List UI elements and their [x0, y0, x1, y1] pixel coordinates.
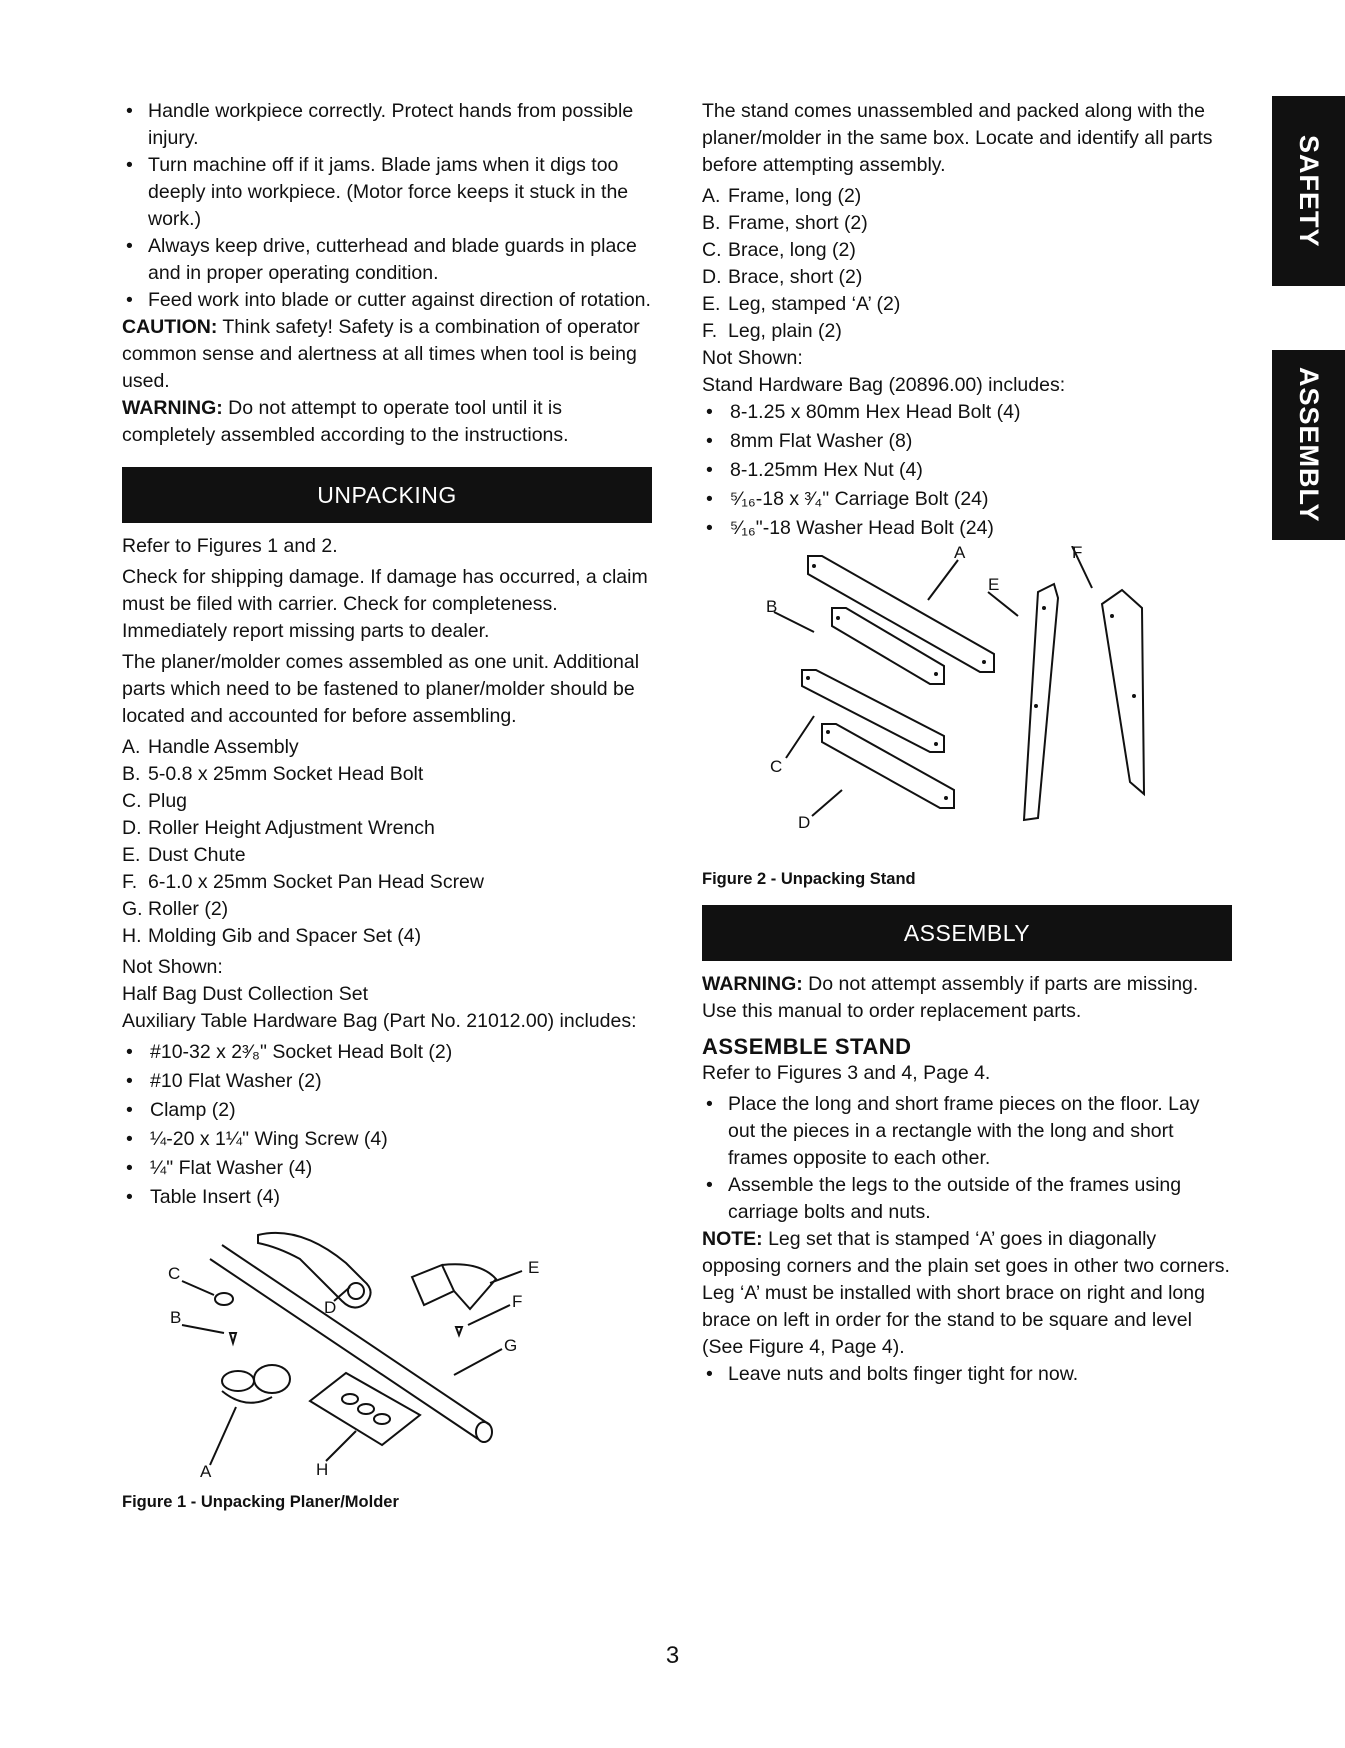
- list-item: [122, 842, 652, 869]
- fig2-label-e: E: [988, 575, 1000, 594]
- part-letter: C.: [702, 239, 722, 261]
- stand-parts-list: [702, 183, 1232, 345]
- part-letter: F.: [702, 320, 718, 342]
- fig1-label-c: C: [168, 1264, 181, 1283]
- part-text: Plug: [148, 790, 188, 812]
- page-number: 3: [665, 1642, 680, 1669]
- part-text: Roller (2): [148, 898, 229, 920]
- list-item: • Turn machine off if it jams. Blade jams when it digs too deeply into workpiece. (Motor force keeps it stuck in the work.): [122, 152, 652, 233]
- figure-2-caption: Figure 2 - Unpacking Stand: [702, 870, 916, 888]
- list-item: • Feed work into blade or cutter against direction of rotation.: [122, 287, 652, 314]
- hardware-bag-text: Stand Hardware Bag (20896.00) includes:: [702, 374, 1066, 396]
- warning-text: Do not attempt assembly if parts are missing. Use this manual to order replacement parts.: [702, 973, 1199, 1022]
- list-item: • #10 Flat Washer (2): [122, 1068, 652, 1095]
- list-item: [122, 923, 652, 950]
- tab-safety: SAFETY: [1272, 96, 1345, 286]
- part-letter: A.: [122, 736, 141, 758]
- list-item: [702, 237, 1232, 264]
- not-shown-label: Not Shown:: [122, 956, 223, 978]
- part-text: Frame, short (2): [728, 212, 868, 234]
- figure-1-caption: Figure 1 - Unpacking Planer/Molder: [122, 1493, 399, 1511]
- list-item: [122, 734, 652, 761]
- part-letter: E.: [122, 844, 141, 866]
- list-item: • Handle workpiece correctly. Protect hands from possible injury.: [122, 98, 652, 152]
- list-item: [122, 761, 652, 788]
- list-item: • 8mm Flat Washer (8): [702, 428, 1232, 455]
- fig2-label-d: D: [798, 813, 811, 832]
- list-item: • ¼" Flat Washer (4): [122, 1155, 652, 1182]
- part-text: Brace, short (2): [728, 266, 863, 288]
- list-item: [702, 210, 1232, 237]
- assembly-warning-paragraph: [702, 971, 1232, 1025]
- list-item: [122, 869, 652, 896]
- hardware-items-list: [702, 399, 1232, 542]
- part-text: 6-1.0 x 25mm Socket Pan Head Screw: [148, 871, 484, 893]
- list-item: • ⁵⁄₁₆"-18 Washer Head Bolt (24): [702, 515, 1232, 542]
- parts-list: [122, 734, 652, 950]
- warning-label: WARNING:: [122, 397, 223, 419]
- fig1-label-b: B: [170, 1308, 182, 1327]
- fig1-label-d: D: [324, 1298, 337, 1317]
- shipping-damage-text: Check for shipping damage. If damage has occurred, a claim must be filed with carrier. Check for completeness. Immediately report missing parts to dealer.: [122, 566, 648, 642]
- assembly-heading: ASSEMBLY: [702, 905, 1232, 961]
- figure-2-illustration: [732, 546, 1172, 866]
- assembly-steps-list-2: [702, 1361, 1232, 1388]
- part-text: Leg, stamped ‘A’ (2): [728, 293, 901, 315]
- list-item: • ¼-20 x 1¼" Wing Screw (4): [122, 1126, 652, 1153]
- fig1-label-a: A: [200, 1462, 212, 1481]
- part-letter: A.: [702, 185, 721, 207]
- list-item: • Leave nuts and bolts finger tight for now.: [702, 1361, 1232, 1388]
- fig1-label-h: H: [316, 1460, 329, 1479]
- part-text: Roller Height Adjustment Wrench: [148, 817, 435, 839]
- list-item: [702, 183, 1232, 210]
- aux-items-list: [122, 1039, 652, 1211]
- part-text: Molding Gib and Spacer Set (4): [148, 925, 422, 947]
- fig2-label-a: A: [954, 546, 966, 562]
- stand-intro-text: The stand comes unassembled and packed along with the planer/molder in the same box. Locate and identify all parts before attempting assembly.: [702, 100, 1213, 176]
- part-letter: D.: [702, 266, 722, 288]
- half-bag-text: Half Bag Dust Collection Set: [122, 983, 369, 1005]
- aux-bag-text: Auxiliary Table Hardware Bag (Part No. 21012.00) includes:: [122, 1010, 637, 1032]
- list-item: • Assemble the legs to the outside of the frames using carriage bolts and nuts.: [702, 1172, 1232, 1226]
- fig2-label-b: B: [766, 597, 778, 616]
- part-text: Brace, long (2): [728, 239, 856, 261]
- refer-figures-text: Refer to Figures 1 and 2.: [122, 535, 338, 557]
- part-letter: H.: [122, 925, 142, 947]
- part-letter: C.: [122, 790, 142, 812]
- part-text: Handle Assembly: [148, 736, 299, 758]
- caution-paragraph: [122, 314, 652, 395]
- warning-paragraph: [122, 395, 652, 449]
- list-item: • Table Insert (4): [122, 1184, 652, 1211]
- list-item: [702, 264, 1232, 291]
- assemble-stand-heading: ASSEMBLE STAND: [702, 1034, 912, 1059]
- part-letter: E.: [702, 293, 721, 315]
- safety-bullet-list: [122, 98, 652, 314]
- list-item: [122, 896, 652, 923]
- part-letter: F.: [122, 871, 138, 893]
- list-item: • Place the long and short frame pieces on the floor. Lay out the pieces in a rectangle with the long and short frames opposite to each other.: [702, 1091, 1232, 1172]
- list-item: [702, 318, 1232, 345]
- list-item: • #10-32 x 2³⁄₈" Socket Head Bolt (2): [122, 1039, 652, 1066]
- assembly-steps-list: [702, 1091, 1232, 1226]
- not-shown-label: Not Shown:: [702, 347, 803, 369]
- list-item: • 8-1.25mm Hex Nut (4): [702, 457, 1232, 484]
- note-text: Leg set that is stamped ‘A’ goes in diagonally opposing corners and the plain set goes in other two corners. Leg ‘A’ must be installed with short brace on right and long brace on left in order for the stand to be square and level (See Figure 4, Page 4).: [702, 1228, 1230, 1358]
- fig2-label-c: C: [770, 757, 783, 776]
- warning-label: WARNING:: [702, 973, 803, 995]
- warning-text: Do not attempt to operate tool until it is completely assembled according to the instructions.: [122, 397, 569, 446]
- part-text: Leg, plain (2): [728, 320, 842, 342]
- list-item: [122, 815, 652, 842]
- list-item: • 8-1.25 x 80mm Hex Head Bolt (4): [702, 399, 1232, 426]
- part-text: 5-0.8 x 25mm Socket Head Bolt: [148, 763, 424, 785]
- caution-label: CAUTION:: [122, 316, 218, 338]
- part-letter: B.: [122, 763, 141, 785]
- part-letter: G.: [122, 898, 143, 920]
- tab-assembly: ASSEMBLY: [1272, 350, 1345, 540]
- caution-text: Think safety! Safety is a combination of operator common sense and alertness at all times when tool is being used.: [122, 316, 640, 392]
- right-column: [702, 98, 1232, 1388]
- figure-1-illustration: [150, 1225, 630, 1485]
- fig2-label-f: F: [1072, 546, 1083, 562]
- refer-figures-3-4: Refer to Figures 3 and 4, Page 4.: [702, 1062, 991, 1084]
- part-text: Dust Chute: [148, 844, 246, 866]
- list-item: • Always keep drive, cutterhead and blade guards in place and in proper operating condition.: [122, 233, 652, 287]
- list-item: [122, 788, 652, 815]
- fig1-label-f: F: [512, 1292, 523, 1311]
- list-item: • Clamp (2): [122, 1097, 652, 1124]
- fig1-label-e: E: [528, 1258, 540, 1277]
- assembled-unit-text: The planer/molder comes assembled as one unit. Additional parts which need to be fastened to planer/molder should be located and accounted for before assembling.: [122, 651, 640, 727]
- list-item: • ⁵⁄₁₆-18 x ³⁄₄" Carriage Bolt (24): [702, 486, 1232, 513]
- list-item: [702, 291, 1232, 318]
- note-paragraph: [702, 1226, 1232, 1361]
- part-text: Frame, long (2): [728, 185, 862, 207]
- fig1-label-g: G: [504, 1336, 518, 1355]
- left-column: [122, 98, 652, 1516]
- unpacking-heading: UNPACKING: [122, 467, 652, 523]
- part-letter: B.: [702, 212, 721, 234]
- note-label: NOTE:: [702, 1228, 763, 1250]
- part-letter: D.: [122, 817, 142, 839]
